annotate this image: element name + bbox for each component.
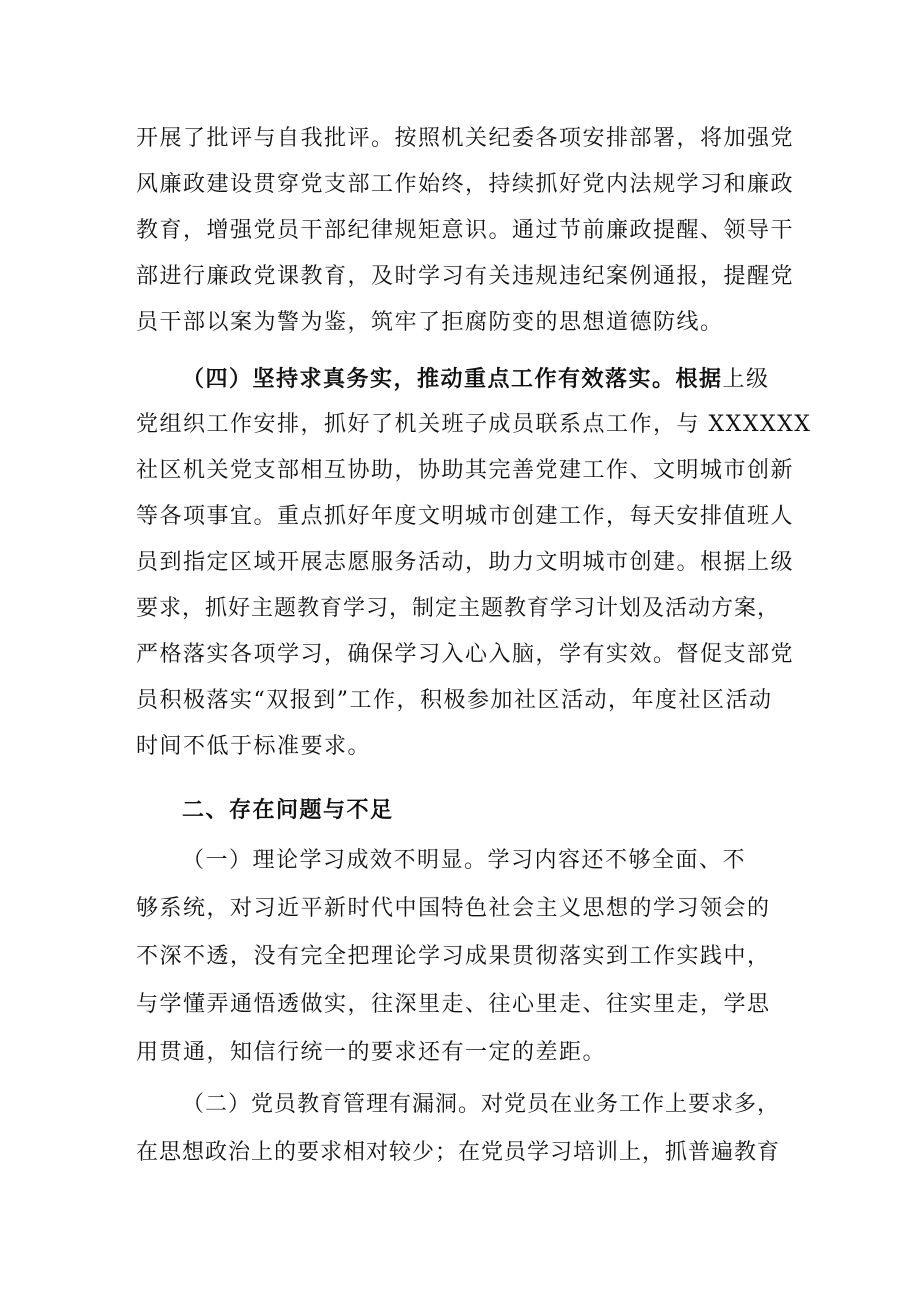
paragraph-line: 等各项事宜。重点抓好年度文明城市创建工作，每天安排值班人	[136, 504, 795, 529]
section-4-heading-line	[182, 364, 770, 395]
paragraph-line: 够系统，对习近平新时代中国特色社会主义思想的学习领会的	[136, 896, 771, 921]
paragraph-line: 部进行廉政党课教育，及时学习有关违规违纪案例通报，提醒党	[136, 264, 795, 289]
paragraph-line: 开展了批评与自我批评。按照机关纪委各项安排部署，将加强党	[136, 126, 795, 151]
item-1-first-line: （一）理论学习成效不明显。学习内容还不够全面、不	[182, 848, 747, 873]
paragraph-line: 与学懂弄通悟透做实，往深里走、往心里走、往实里走，学思	[136, 992, 771, 1017]
section-4-heading-continuation: 上级	[722, 367, 770, 392]
part-2-heading: 二、存在问题与不足	[182, 798, 394, 823]
paragraph-line: 严格落实各项学习，确保学习入心入脑，学有实效。督促支部党	[136, 642, 795, 667]
paragraph-line: 员积极落实“双报到”工作，积极参加社区活动，年度社区活动	[136, 688, 773, 713]
paragraph-line: 员干部以案为警为鉴，筑牢了拒腐防变的思想道德防线。	[136, 310, 724, 335]
section-4-heading: （四）坚持求真务实，推动重点工作有效落实。根据	[182, 366, 723, 392]
paragraph-line: 在思想政治上的要求相对较少；在党员学习培训上，抓普遍教育	[136, 1140, 781, 1165]
item-2-first-line: （二）党员教育管理有漏洞。对党员在业务工作上要求多，	[182, 1092, 781, 1117]
paragraph-line: 用贯通，知信行统一的要求还有一定的差距。	[136, 1040, 607, 1065]
paragraph-line: 党组织工作安排，抓好了机关班子成员联系点工作，与 XXXXXX	[136, 412, 812, 437]
paragraph-line: 教育，增强党员干部纪律规矩意识。通过节前廉政提醒、领导干	[136, 218, 795, 243]
paragraph-line: 员到指定区域开展志愿服务活动，助力文明城市创建。根据上级	[136, 550, 795, 575]
paragraph-line: 社区机关党支部相互协助，协助其完善党建工作、文明城市创新	[136, 458, 795, 483]
paragraph-line: 时间不低于标准要求。	[136, 734, 372, 759]
paragraph-line: 不深不透，没有完全把理论学习成果贯彻落实到工作实践中，	[136, 944, 771, 969]
paragraph-line: 要求，抓好主题教育学习，制定主题教育学习计划及活动方案，	[136, 596, 781, 621]
paragraph-line: 风廉政建设贯穿党支部工作始终，持续抓好党内法规学习和廉政	[136, 172, 795, 197]
